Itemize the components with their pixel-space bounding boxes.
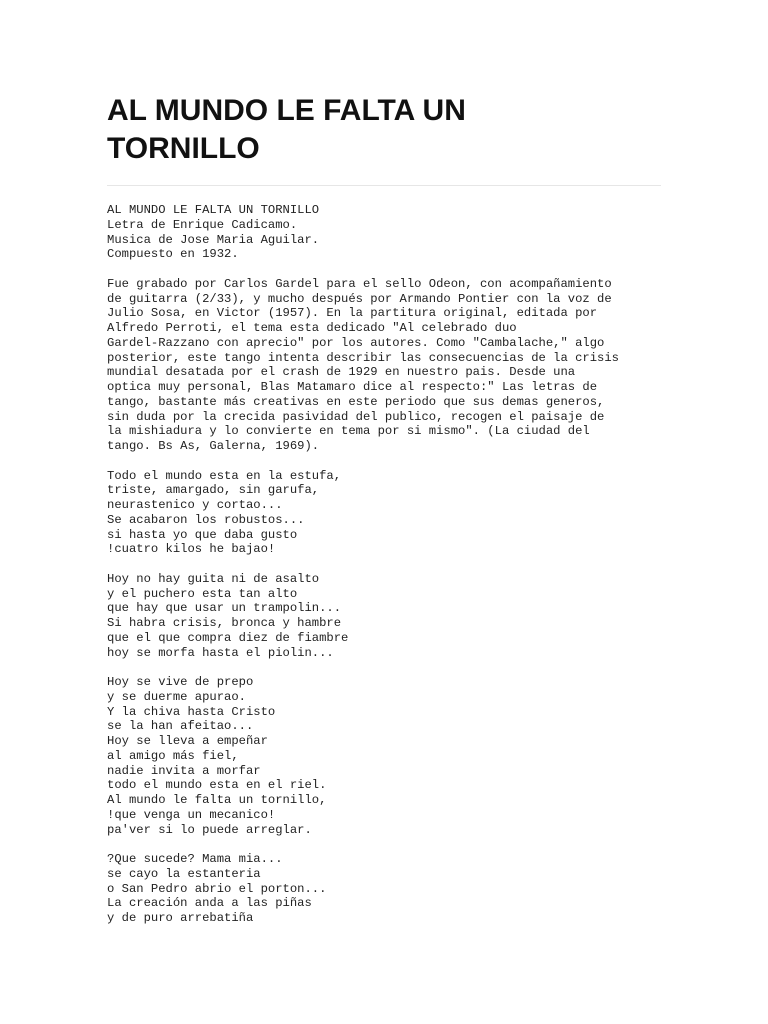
lyric-line: Hoy se lleva a empeñar: [107, 734, 268, 748]
lyric-line: ?Que sucede? Mama mia...: [107, 852, 283, 866]
lyric-line: todo el mundo esta en el riel.: [107, 778, 327, 793]
text-line: posterior, este tango intenta describir las consecuencias de la crisis: [107, 350, 619, 365]
page-title: [107, 92, 661, 168]
text-line: Letra de Enrique Cadicamo.: [107, 217, 298, 232]
text-line: tango. Bs As, Galerna, 1969).: [107, 439, 320, 453]
text-line: Gardel-Razzano con aprecio" por los autores. Como "Cambalache," algo: [107, 335, 605, 350]
text-line: Alfredo Perroti, el tema esta dedicado "Al celebrado duo: [107, 321, 517, 335]
page-title-line: AL MUNDO LE FALTA UN: [107, 94, 466, 127]
lyric-line: se cayo la estanteria: [107, 866, 261, 881]
lyric-line: La creación anda a las piñas: [107, 896, 312, 911]
lyric-line: nadie invita a morfar: [107, 763, 261, 778]
text-line: Compuesto en 1932.: [107, 247, 239, 262]
lyric-line: !que venga un mecanico!: [107, 807, 276, 822]
lyric-line: Al mundo le falta un tornillo,: [107, 793, 327, 807]
paragraph-history: [107, 277, 661, 454]
text-line: Fue grabado por Carlos Gardel para el sello Odeon, con acompañamiento: [107, 276, 612, 291]
lyric-line: Hoy se vive de prepo: [107, 675, 254, 689]
lyric-line: Se acabaron los robustos...: [107, 512, 305, 527]
lyric-line: que el que compra diez de fiambre: [107, 630, 349, 645]
text-line: la mishiadura y lo convierte en tema por si mismo". (La ciudad del: [107, 424, 590, 439]
lyric-line: y se duerme apurao.: [107, 689, 246, 704]
lyric-line: que hay que usar un trampolin...: [107, 601, 342, 616]
lyric-line: si hasta yo que daba gusto: [107, 527, 298, 542]
lyric-line: o San Pedro abrio el porton...: [107, 881, 327, 896]
text-line: Julio Sosa, en Victor (1957). En la partitura original, editada por: [107, 306, 598, 321]
page-title-line: TORNILLO: [107, 132, 260, 165]
lyric-line: neurastenico y cortao...: [107, 498, 283, 512]
stanza-1: [107, 469, 661, 558]
lyric-line: triste, amargado, sin garufa,: [107, 483, 320, 498]
stanza-2: [107, 572, 661, 661]
lyric-line: Y la chiva hasta Cristo: [107, 704, 276, 719]
lyric-line: y de puro arrebatiña: [107, 911, 254, 925]
text-line: mundial desatada por el crash de 1929 en nuestro pais. Desde una: [107, 365, 576, 380]
lyric-line: y el puchero esta tan alto: [107, 586, 298, 601]
lyric-line: Si habra crisis, bronca y hambre: [107, 616, 342, 630]
text-line: Musica de Jose Maria Aguilar.: [107, 232, 320, 247]
lyric-line: pa'ver si lo puede arreglar.: [107, 822, 312, 837]
text-line: AL MUNDO LE FALTA UN TORNILLO: [107, 203, 320, 217]
text-line: tango, bastante más creativas en este periodo que sus demas generos,: [107, 394, 605, 409]
article-body: [107, 203, 661, 926]
lyric-line: Hoy no hay guita ni de asalto: [107, 571, 320, 586]
document-page: [107, 92, 661, 941]
lyric-line: Todo el mundo esta en la estufa,: [107, 468, 342, 483]
text-line: optica muy personal, Blas Matamaro dice al respecto:" Las letras de: [107, 380, 598, 394]
stanza-4: [107, 852, 661, 926]
lyric-line: hoy se morfa hasta el piolin...: [107, 645, 334, 660]
title-divider: [107, 185, 661, 186]
stanza-3: [107, 675, 661, 837]
text-line: sin duda por la crecida pasividad del publico, recogen el paisaje de: [107, 409, 605, 424]
lyric-line: se la han afeitao...: [107, 719, 254, 734]
paragraph-credits: [107, 203, 661, 262]
text-line: de guitarra (2/33), y mucho después por Armando Pontier con la voz de: [107, 291, 612, 306]
lyric-line: al amigo más fiel,: [107, 748, 239, 763]
lyric-line: !cuatro kilos he bajao!: [107, 542, 276, 557]
